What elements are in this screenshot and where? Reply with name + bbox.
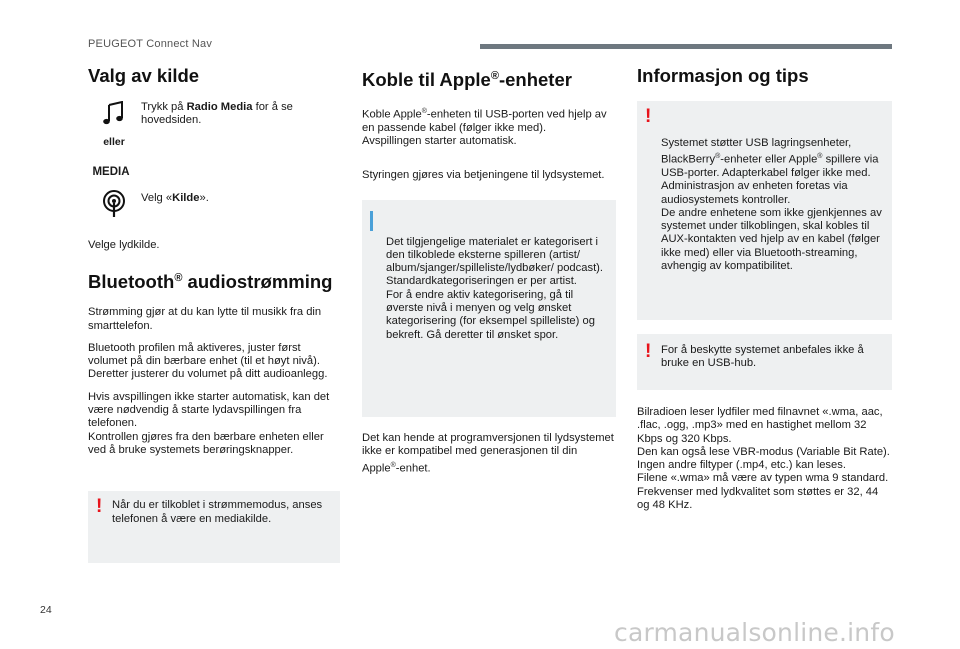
page-number: 24 xyxy=(40,604,52,616)
apple-paragraph-3: Det kan hende at programversjonen til lydsystemet ikke er kompatibel med generasjonen til din Apple®-enhet. xyxy=(362,431,614,475)
column-info-tips xyxy=(637,64,892,521)
warning-icon: ! xyxy=(645,341,652,362)
select-source-text: Velge lydkilde. xyxy=(88,239,160,251)
info-icon xyxy=(370,211,373,231)
heading-bluetooth-streaming: Bluetooth® audiostrømming xyxy=(88,271,333,293)
running-header: PEUGEOT Connect Nav xyxy=(88,38,213,50)
media-button-label: MEDIA xyxy=(92,166,130,178)
heading-informasjon-og-tips: Informasjon og tips xyxy=(637,65,809,86)
info-box-categorisation: Det tilgjengelige materialet er kategorisert i den tilkoblede eksterne spilleren (artist/ album/sjanger/spilleliste/lydbøker/ podcast). Standardkategoriseringen er per artist. For å endre aktiv kategorisering, gå til øverste nivå i menyen og velg ønsket kategorisering (for eksempel spilleliste) og bekreft. Gå deretter til ønsket spor. xyxy=(362,200,616,417)
step2-text: Velg «Kilde». xyxy=(141,192,209,204)
source-broadcast-icon xyxy=(101,190,127,223)
music-note-icon xyxy=(103,101,125,130)
header-bar xyxy=(480,44,892,49)
warning-box-usb: ! Systemet støtter USB lagringsenheter, BlackBerry®-enheter eller Apple® spillere via USB-porter. Adapterkabel følger ikke med. Administrasjon av enheten foretas via audiosystemets kontroller. De andre enhetene som ikke gjenkjennes av systemet under tilkoblingen, skal kobles til AUX-kontakten ved hjelp av en kabel (følger ikke med) eller via Bluetooth-streaming, avhengig av kompatibilitet. xyxy=(637,101,892,320)
column-source-selection xyxy=(88,64,340,563)
warning-box-streaming: ! Når du er tilkoblet i strømmemodus, anses telefonen å være en mediakilde. xyxy=(88,491,340,563)
radio-media-label: Radio Media xyxy=(186,101,253,113)
step-kilde xyxy=(88,190,340,223)
warning-box-usb-hub: ! For å beskytte systemet anbefales ikke å bruke en USB-hub. xyxy=(637,334,892,390)
apple-paragraph-1: Koble Apple®-enheten til USB-porten ved hjelp av en passende kabel (følger ikke med). Avspillingen starter automatisk. xyxy=(362,108,607,148)
eller-label: eller xyxy=(103,136,125,148)
step1-text: Trykk på Radio Media for å se hovedsiden. xyxy=(141,101,293,127)
watermark: carmanualsonline.info xyxy=(614,618,895,647)
bt-paragraph-1: Strømming gjør at du kan lytte til musikk fra din smarttelefon. xyxy=(88,306,322,332)
warning-icon: ! xyxy=(645,106,652,127)
heading-koble-til-apple: Koble til Apple®-enheter xyxy=(362,69,572,90)
step-radio-media xyxy=(88,101,340,178)
audio-formats-paragraph: Bilradioen leser lydfiler med filnavnet «.wma, aac, .flac, .ogg, .mp3» med en hastighet mellom 32 Kbps og 320 Kbps. Den kan også lese VBR-modus (Variable Bit Rate). Ingen andre filtyper (.mp4, etc.) kan leses. Filene «.wma» må være av typen wma 9 standard. Frekvenser med lydkvalitet som støttes er 32, 44 og 48 KHz. xyxy=(637,406,890,512)
kilde-label: Kilde xyxy=(172,192,200,204)
heading-valg-av-kilde: Valg av kilde xyxy=(88,65,200,86)
apple-paragraph-2: Styringen gjøres via betjeningene til lydsystemet. xyxy=(362,168,605,181)
bt-paragraph-3: Hvis avspillingen ikke starter automatisk, kan det være nødvendig å starte lydavspillingen fra telefonen. Kontrollen gjøres fra den bærbare enheten eller ved å bruke systemets berøringsknapper. xyxy=(88,390,330,456)
warning-icon: ! xyxy=(96,496,103,518)
column-apple xyxy=(362,64,616,485)
bt-paragraph-2: Bluetooth profilen må aktiveres, juster først volumet på din bærbare enhet (til et høyt nivå). Deretter justerer du volumet på ditt audioanlegg. xyxy=(88,341,328,381)
